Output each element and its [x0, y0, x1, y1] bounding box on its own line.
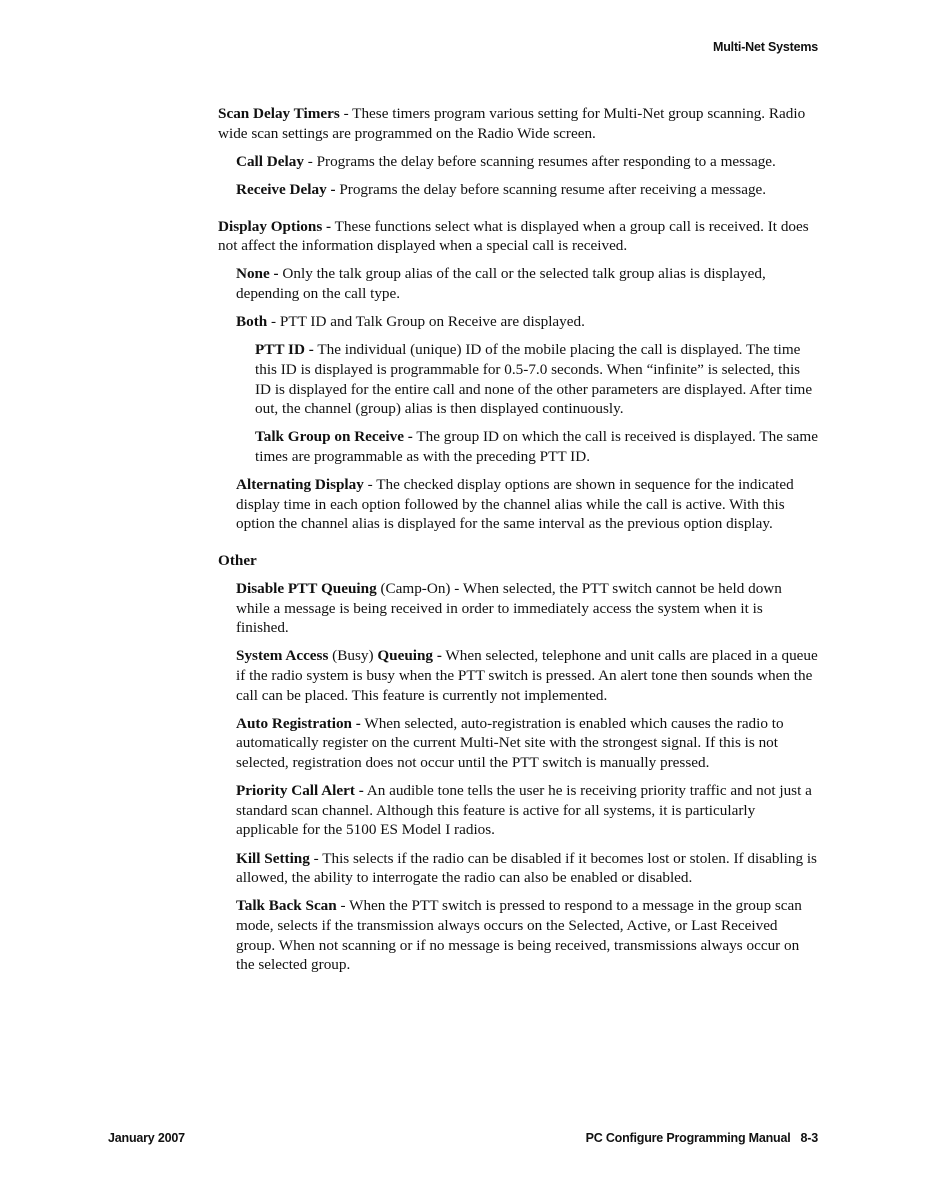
term-label: Alternating Display [236, 476, 364, 494]
description-text: - These timers program various setting for Multi-Net group scanning. Radio wide scan settings are programmed on the Radio Wide screen. [218, 105, 806, 142]
paragraph [218, 104, 818, 143]
page-number: 8-3 [800, 1131, 818, 1145]
description-text: An audible tone tells the user he is receiving priority traffic and not just a standard scan channel. Although this feature is active for all systems, it is particularly applicable for the 5100 ES Model I radios. [236, 782, 812, 839]
term-label: PTT ID - [255, 341, 314, 359]
term-label: None - [236, 265, 279, 283]
section-heading [218, 551, 818, 571]
paragraph [236, 264, 818, 303]
description-text: - PTT ID and Talk Group on Receive are displayed. [267, 313, 585, 331]
description-text: When selected, telephone and unit calls are placed in a queue if the radio system is busy when the PTT switch is pressed. An alert tone then sounds when the call can be placed. This feature is currently not implemented. [236, 647, 818, 704]
description-text: Programs the delay before scanning resume after receiving a message. [335, 180, 767, 198]
description-text: When selected, auto-registration is enabled which causes the radio to automatically register on the current Multi-Net site with the strongest signal. If this is not selected, registration does not occur until the PTT switch is manually pressed. [236, 714, 784, 771]
term-label: Talk Group on Receive - [255, 428, 413, 446]
description-text: - The checked display options are shown in sequence for the indicated display time in each option followed by the channel alias while the call is active. With this option the channel alias is displayed for the same interval as the previous option display. [236, 476, 794, 533]
paragraph [236, 714, 818, 773]
term-label: Priority Call Alert - [236, 782, 364, 800]
term-label: Queuing - [377, 647, 442, 665]
paragraph [236, 781, 818, 840]
description-text: (Busy) [328, 647, 378, 665]
description-text: The individual (unique) ID of the mobile placing the call is displayed. The time this ID is displayed is programmable for 0.5-7.0 seconds. When “infinite” is selected, this ID is displayed for the entire call and none of the other parameters are displayed. After time out, the channel (group) alias is then displayed continuously. [255, 341, 813, 418]
paragraph [236, 152, 818, 172]
description-text: These functions select what is displayed when a group call is received. It does not affect the information displayed when a special call is received. [218, 217, 809, 255]
description-text: Only the talk group alias of the call or the selected talk group alias is displayed, depending on the call type. [236, 265, 766, 302]
term-label: Display Options - [218, 217, 332, 235]
term-label: Scan Delay Timers [218, 105, 340, 122]
description-text: - When the PTT switch is pressed to respond to a message in the group scan mode, selects if the transmission always occurs on the Selected, Active, or Last Received group. When not scanning or if no message is being received, transmissions always occur on the selected group. [236, 897, 802, 974]
paragraph [236, 180, 818, 200]
paragraph [236, 849, 818, 888]
term-label: Call Delay [236, 152, 304, 170]
term-label: Other [218, 551, 257, 569]
description-text: (Camp-On) - When selected, the PTT switch cannot be held down while a message is being received in order to immediately access the system when it is finished. [236, 580, 782, 637]
term-label: Auto Registration - [236, 714, 361, 732]
paragraph [236, 579, 818, 638]
term-label: System Access [236, 647, 329, 665]
term-label: Talk Back Scan [236, 897, 337, 915]
footer-date: January 2007 [108, 1131, 185, 1145]
term-label: Disable PTT Queuing [236, 580, 377, 598]
term-label: Kill Setting [236, 849, 310, 867]
paragraph [236, 896, 818, 974]
footer-manual-title: PC Configure Programming Manual [585, 1131, 791, 1145]
running-header: Multi-Net Systems [713, 40, 818, 54]
page-body [218, 104, 818, 983]
term-label: Both [236, 313, 268, 331]
description-text: The group ID on which the call is received is displayed. The same times are programmable as with the preceding PTT ID. [255, 428, 818, 465]
paragraph [236, 312, 818, 332]
description-text: - This selects if the radio can be disabled if it becomes lost or stolen. If disabling is allowed, the ability to interrogate the radio can also be enabled or disabled. [236, 849, 817, 887]
paragraph [255, 427, 818, 466]
paragraph [255, 340, 818, 418]
description-text: - Programs the delay before scanning resumes after responding to a message. [303, 152, 776, 170]
footer-title [586, 1131, 818, 1145]
paragraph [236, 475, 818, 534]
term-label: Receive Delay - [236, 180, 336, 198]
paragraph [236, 646, 818, 705]
paragraph [218, 217, 818, 256]
